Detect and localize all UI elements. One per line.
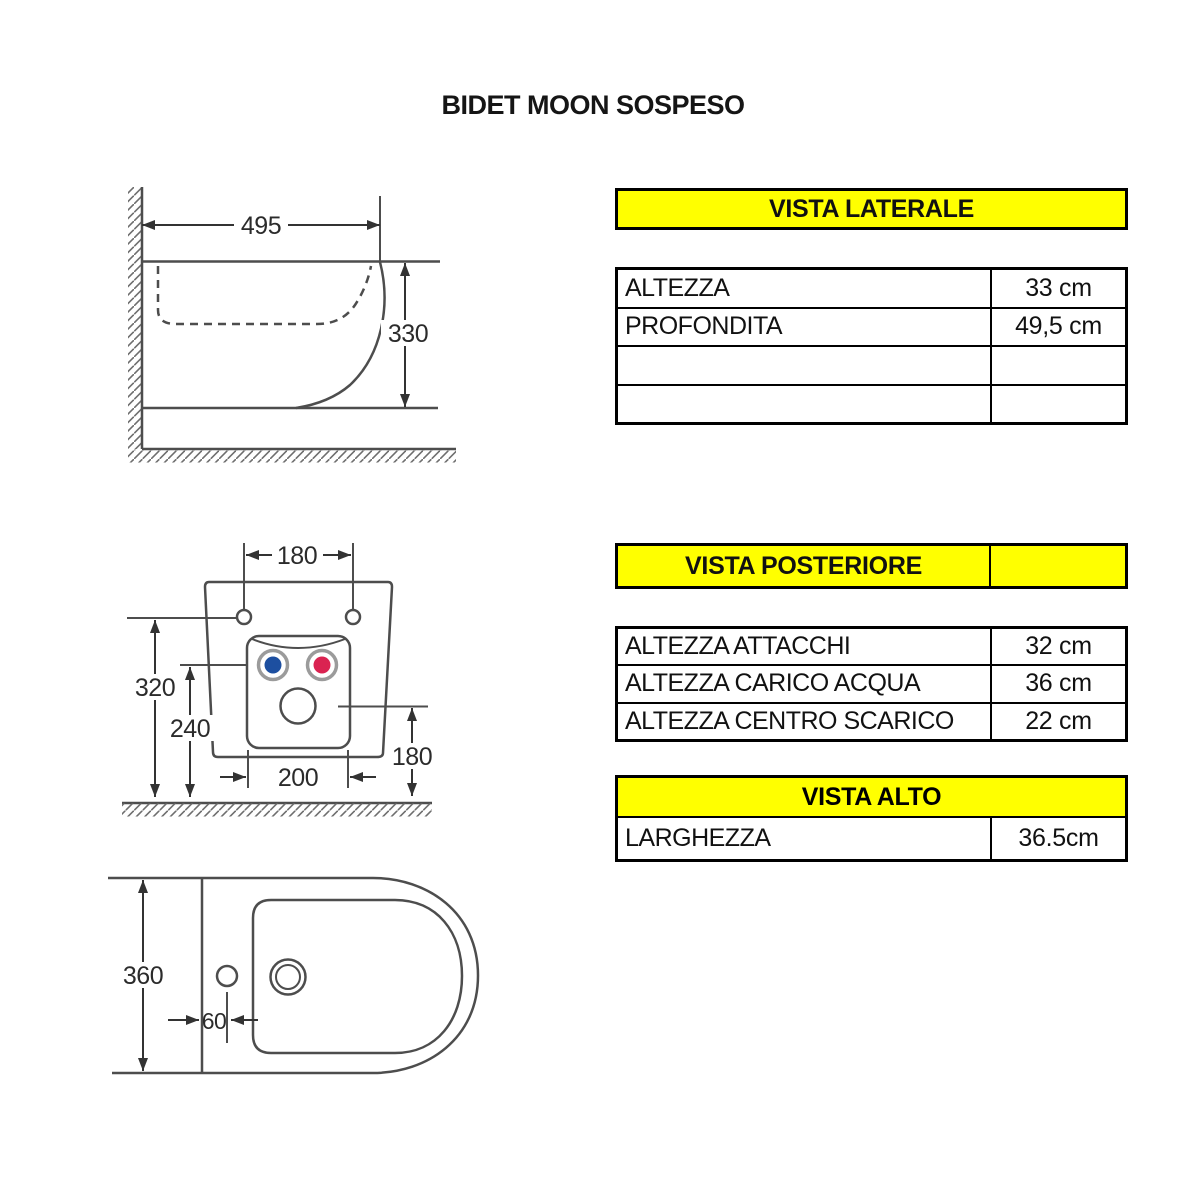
cold-water-inlet (265, 657, 282, 674)
table-vista-posteriore (615, 626, 1128, 742)
table-vista-laterale (615, 267, 1128, 425)
dim-drain-height-label: 180 (391, 743, 433, 771)
table-row (618, 818, 1125, 859)
table-row (618, 666, 1125, 703)
header-vista-alto: VISTA ALTO (618, 778, 1125, 818)
dim-holes-span-label: 180 (276, 542, 318, 570)
top-view-drawing (95, 860, 490, 1085)
table-row (618, 629, 1125, 666)
row-value: 22 cm (1025, 706, 1092, 735)
dim-taps-height-label: 240 (169, 715, 211, 743)
bowl-dashed-outline (158, 266, 371, 324)
table-row (618, 270, 1125, 309)
row-label (618, 347, 992, 384)
table-row (618, 704, 1125, 739)
row-label: ALTEZZA ATTACCHI (618, 629, 992, 664)
lateral-view-drawing (100, 170, 480, 470)
mounting-hole-left (237, 610, 251, 624)
row-label: ALTEZZA CENTRO SCARICO (618, 704, 992, 739)
header-vista-laterale-label: VISTA LATERALE (768, 194, 975, 223)
row-value: 32 cm (1025, 632, 1092, 661)
page-title: BIDET MOON SOSPESO (441, 90, 745, 120)
dim-depth-label: 360 (122, 962, 164, 990)
hot-water-inlet (314, 657, 331, 674)
row-label (618, 386, 992, 423)
front-profile-curve (296, 262, 384, 408)
table-row (618, 386, 1125, 423)
dim-width-label: 495 (240, 212, 282, 240)
faucet-hole (217, 966, 237, 986)
mounting-hole-right (346, 610, 360, 624)
table-row (618, 309, 1125, 348)
floor-hatch (128, 450, 456, 463)
row-value (992, 386, 1125, 423)
dim-bottom-width-label: 200 (277, 764, 319, 792)
dim-total-height-label: 320 (134, 674, 176, 702)
dim-hole-offset-label: 60 (201, 1008, 227, 1034)
posterior-view-drawing (100, 530, 450, 830)
row-value: 36 cm (1025, 669, 1092, 698)
row-label: ALTEZZA CARICO ACQUA (618, 666, 992, 701)
row-label: PROFONDITA (618, 309, 992, 346)
header-vista-laterale (615, 188, 1128, 230)
dim-height-label: 330 (387, 320, 429, 348)
drain-hole (281, 689, 316, 724)
table-row (618, 347, 1125, 386)
table-vista-alto (615, 775, 1128, 862)
row-value: 33 cm (1025, 273, 1092, 302)
floor-hatch (122, 804, 432, 817)
row-label: LARGHEZZA (618, 818, 992, 859)
row-label: ALTEZZA (618, 270, 992, 307)
basin-outline (253, 900, 462, 1053)
header-vista-posteriore (615, 543, 1128, 589)
header-vista-posteriore-label: VISTA POSTERIORE (618, 546, 991, 586)
row-value (992, 347, 1125, 384)
wall-hatch (128, 187, 142, 449)
row-value: 36.5cm (1018, 824, 1099, 852)
drain-inner-ring (276, 965, 300, 989)
header-vista-posteriore-empty-cell (991, 546, 1125, 586)
row-value: 49,5 cm (1015, 312, 1102, 341)
